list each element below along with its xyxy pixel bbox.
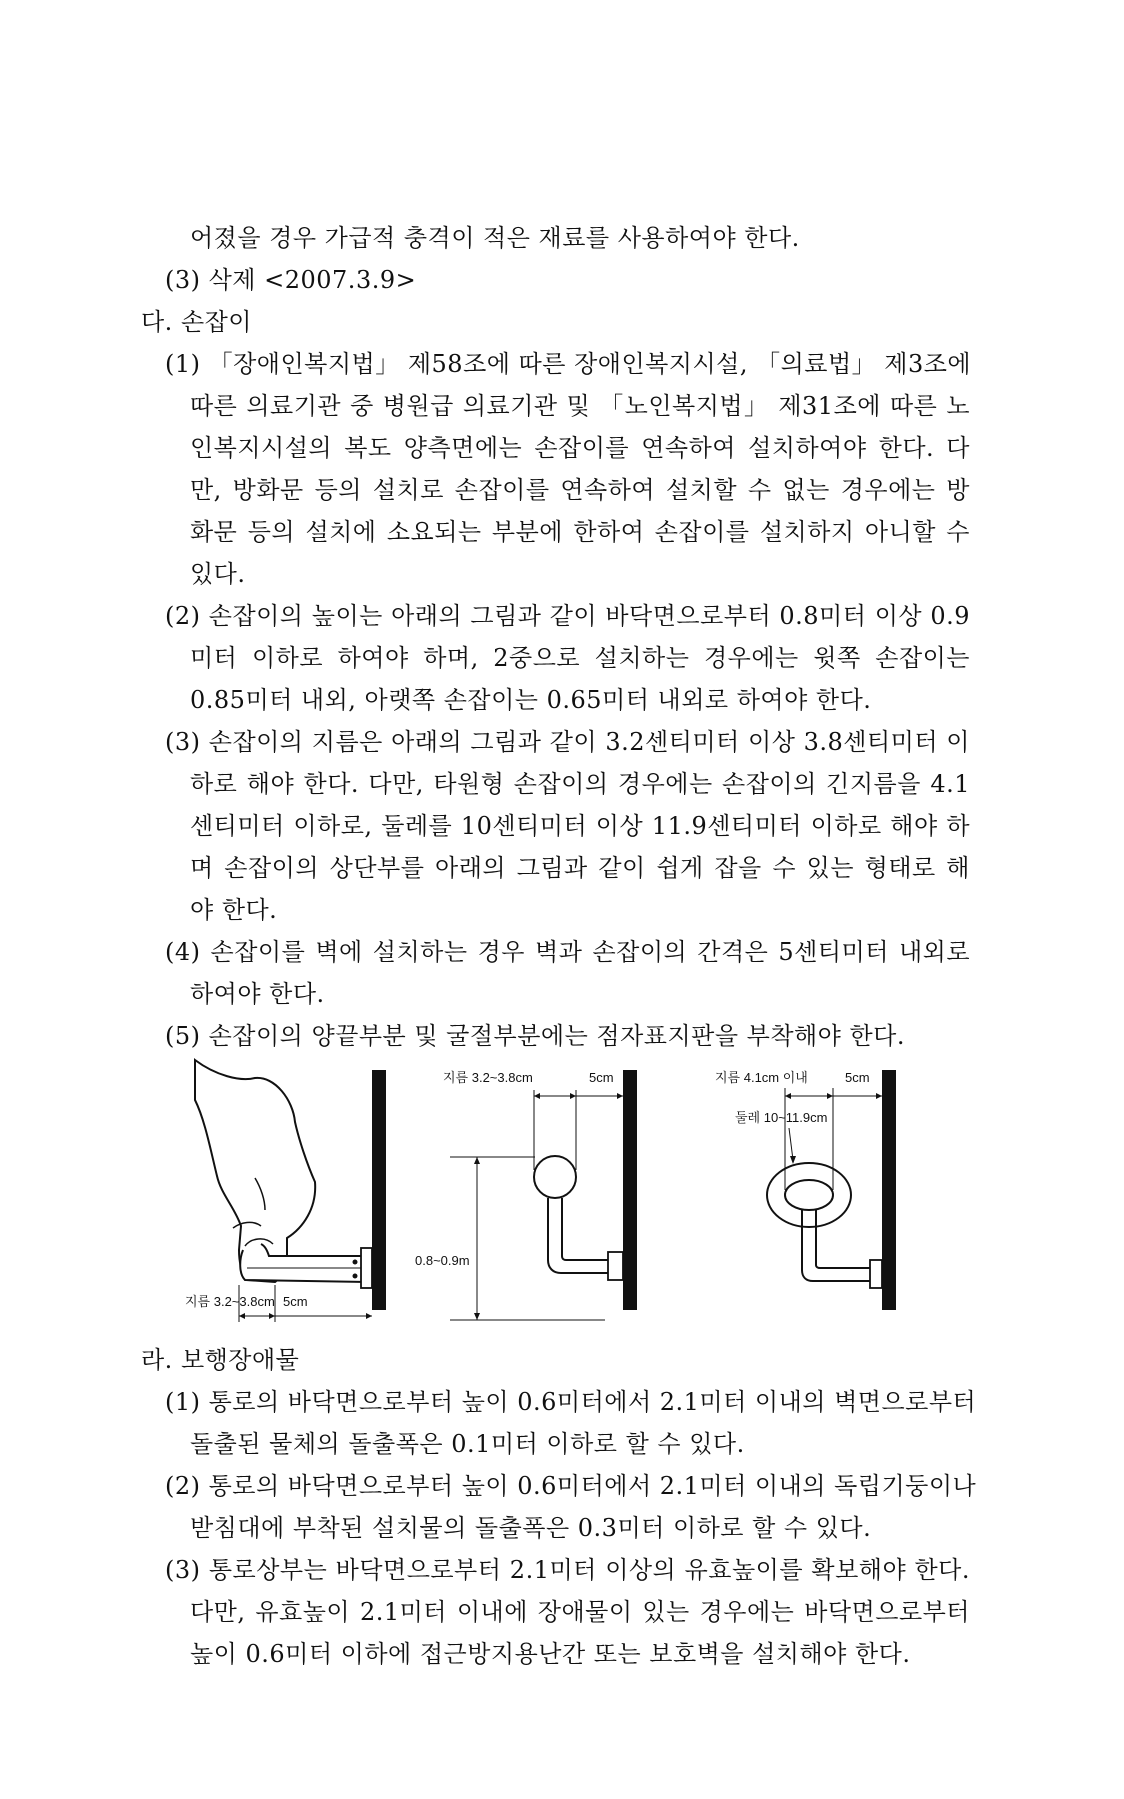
text-line: 따른 의료기관 중 병원급 의료기관 및 「노인복지법」 제31조에 따른 노 [190, 392, 970, 420]
text-line: 0.85미터 내외, 아랫쪽 손잡이는 0.65미터 내외로 하여야 한다. [190, 686, 872, 714]
hand-grip-diagram [185, 1060, 386, 1322]
wall [623, 1070, 637, 1310]
text-line: 다만, 유효높이 2.1미터 이내에 장애물이 있는 경우에는 바닥면으로부터 [190, 1598, 970, 1626]
text-line: (1) 「장애인복지법」 제58조에 따른 장애인복지시설, 「의료법」 제3조에 [165, 350, 972, 378]
text-line: 며 손잡이의 상단부를 아래의 그림과 같이 쉽게 잡을 수 있는 형태로 해 [190, 854, 970, 882]
section-heading: 다. 손잡이 [141, 308, 252, 336]
section-heading: 라. 보행장애물 [141, 1346, 300, 1374]
text-line: (1) 통로의 바닥면으로부터 높이 0.6미터에서 2.1미터 이내의 벽면으로부터 [165, 1388, 977, 1416]
text-line: 있다. [190, 560, 246, 588]
text-line: (2) 통로의 바닥면으로부터 높이 0.6미터에서 2.1미터 이내의 독립기둥이나 [165, 1472, 977, 1500]
text-line: 화문 등의 설치에 소요되는 부분에 한하여 손잡이를 설치하지 아니할 수 [190, 518, 970, 546]
handrail-figure [185, 1060, 995, 1322]
text-line: (2) 손잡이의 높이는 아래의 그림과 같이 바닥면으로부터 0.8미터 이상 0.9 [165, 602, 970, 630]
text-line: 어졌을 경우 가급적 충격이 적은 재료를 사용하여야 한다. [190, 224, 800, 252]
handrail-diagram [185, 1060, 995, 1322]
oval-gap-label: 5cm [845, 1070, 870, 1085]
round-handrail-section [534, 1156, 576, 1198]
text-line: 돌출된 물체의 돌출폭은 0.1미터 이하로 할 수 있다. [190, 1430, 745, 1458]
text-line: 미터 이하로 하여야 하며, 2중으로 설치하는 경우에는 윗쪽 손잡이는 [190, 644, 970, 672]
text-line: (3) 삭제 <2007.3.9> [165, 266, 417, 294]
text-line: 센티미터 이하로, 둘레를 10센티미터 이상 11.9센티미터 이하로 해야 하 [190, 812, 970, 840]
text-line: (3) 통로상부는 바닥면으로부터 2.1미터 이상의 유효높이를 확보해야 한다. [165, 1556, 970, 1584]
oval-handrail-section [785, 1180, 833, 1210]
oval-handrail-diagram [715, 1070, 896, 1310]
round-gap-label: 5cm [589, 1070, 614, 1085]
text-line: 만, 방화문 등의 설치로 손잡이를 연속하여 설치할 수 없는 경우에는 방 [190, 476, 970, 504]
text-line: 인복지시설의 복도 양측면에는 손잡이를 연속하여 설치하여야 한다. 다 [190, 434, 970, 462]
text-line: 높이 0.6미터 이하에 접근방지용난간 또는 보호벽을 설치해야 한다. [190, 1640, 911, 1668]
height-label: 0.8~0.9m [415, 1253, 470, 1268]
round-handrail-diagram [415, 1070, 637, 1320]
text-line: 하여야 한다. [190, 980, 325, 1008]
oval-diameter-label: 지름 4.1cm 이내 [715, 1070, 808, 1085]
round-diameter-label: 지름 3.2~3.8cm [443, 1070, 533, 1085]
hand-diameter-label: 지름 3.2~3.8cm [185, 1294, 275, 1309]
oval-perimeter-label: 둘레 10~11.9cm [735, 1110, 828, 1125]
wall [372, 1070, 386, 1310]
text-line: (4) 손잡이를 벽에 설치하는 경우 벽과 손잡이의 간격은 5센티미터 내외로 [165, 938, 970, 966]
hand-gap-label: 5cm [283, 1294, 308, 1309]
text-line: (5) 손잡이의 양끝부분 및 굴절부분에는 점자표지판을 부착해야 한다. [165, 1022, 905, 1050]
text-line: 받침대에 부착된 설치물의 돌출폭은 0.3미터 이하로 할 수 있다. [190, 1514, 872, 1542]
wall [882, 1070, 896, 1310]
text-line: 하로 해야 한다. 다만, 타원형 손잡이의 경우에는 손잡이의 긴지름을 4.1 [190, 770, 970, 798]
text-line: 야 한다. [190, 896, 278, 924]
text-line: (3) 손잡이의 지름은 아래의 그림과 같이 3.2센티미터 이상 3.8센티미터 이 [165, 728, 970, 756]
